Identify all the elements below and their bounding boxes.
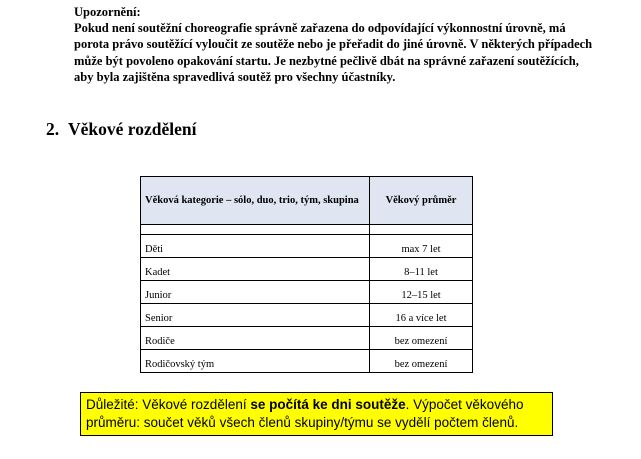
row-category: Kadet (141, 258, 370, 281)
section-heading (46, 119, 196, 140)
table-row (141, 304, 473, 327)
row-category: Rodičovský tým (141, 350, 370, 373)
warning-title: Upozornění: (74, 5, 141, 19)
row-category: Junior (141, 281, 370, 304)
row-category: Senior (141, 304, 370, 327)
header-category: Věková kategorie – sólo, duo, trio, tým, skupina (141, 177, 370, 225)
note-prefix: Důležité: Věkové rozdělení (86, 397, 251, 412)
table-row (141, 350, 473, 373)
table-row (141, 281, 473, 304)
section-title: Věkové rozdělení (68, 119, 197, 139)
row-category: Rodiče (141, 327, 370, 350)
section-number: 2. (46, 119, 60, 139)
age-categories-table (140, 176, 473, 373)
warning-text: Pokud není soutěžní choreografie správně zařazena do odpovídající výkonnostní úrovně, má porota právo soutěžící vyloučit ze soutěže nebo je přeřadit do jiné úrovně. V některých případech může být povoleno opakování startu. Je nezbytné pečlivě dbát na správné zařazení soutěžících, aby byla zajištěna spravedlivá soutěž pro všechny účastníky. (74, 21, 593, 84)
important-note (80, 392, 553, 436)
table-row (141, 235, 473, 258)
table-header-row (141, 177, 473, 225)
row-value: 12–15 let (370, 281, 473, 304)
warning-block (74, 4, 594, 85)
table-row (141, 258, 473, 281)
note-bold: se počítá ke dni soutěže (250, 397, 406, 412)
table-row (141, 327, 473, 350)
row-category: Děti (141, 235, 370, 258)
note-suffix: . Výpočet věkového průměru: součet věků všech členů skupiny/týmu se vydělí počtem členů. (86, 397, 524, 430)
header-average: Věkový průměr (370, 177, 473, 225)
row-value: 8–11 let (370, 258, 473, 281)
row-value: max 7 let (370, 235, 473, 258)
row-value: 16 a více let (370, 304, 473, 327)
row-value: bez omezení (370, 350, 473, 373)
table-spacer-row (141, 225, 473, 235)
row-value: bez omezení (370, 327, 473, 350)
